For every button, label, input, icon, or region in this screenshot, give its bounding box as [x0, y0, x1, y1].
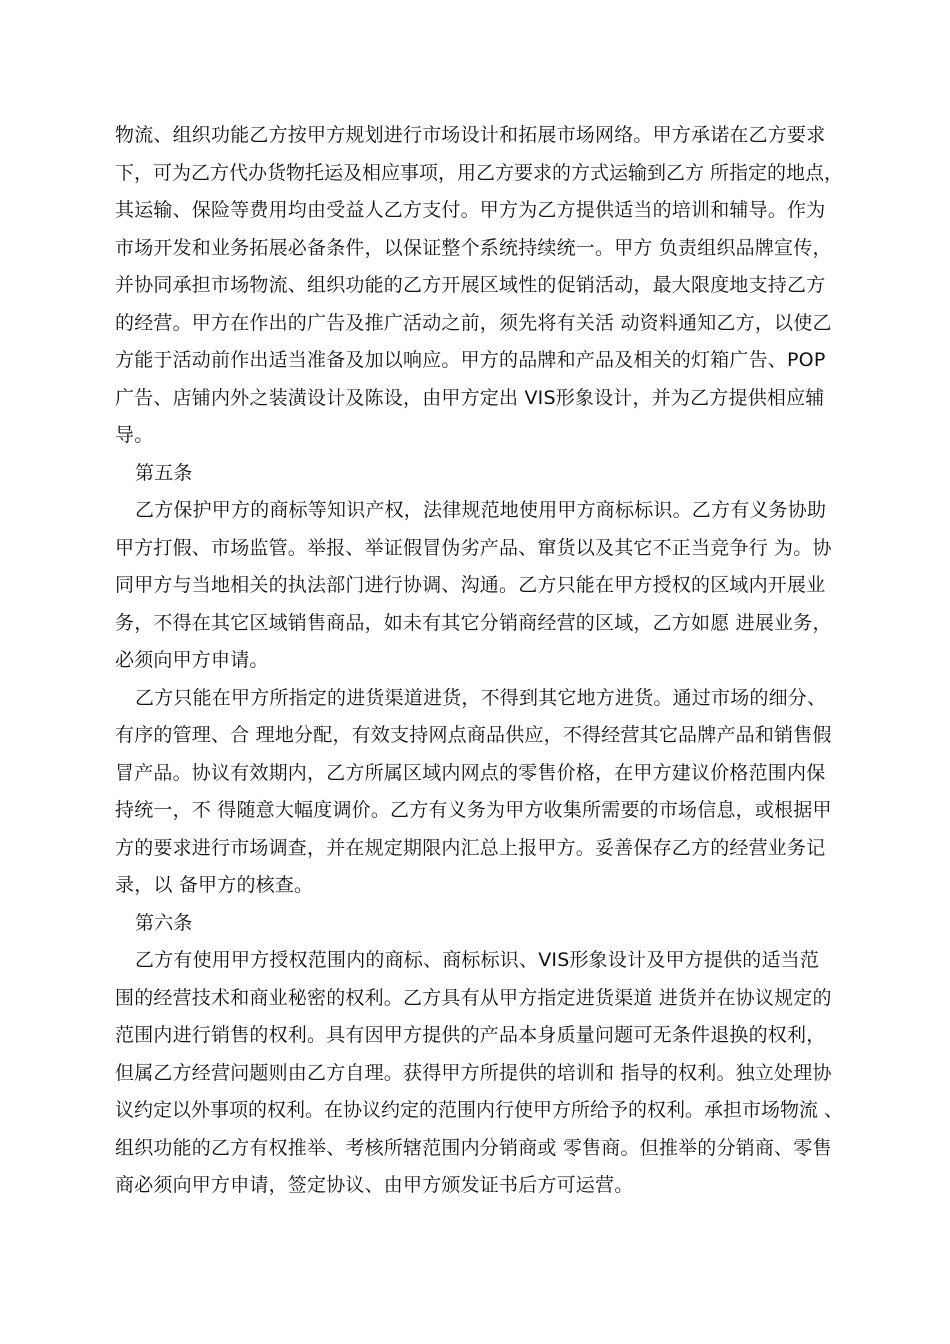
- text-line: 但属乙方经营问题则由乙方自理。获得甲方所提供的培训和 指导的权利。独立处理协: [115, 1061, 832, 1084]
- text-line: 甲方打假、市场监管。举报、举证假冒伪劣产品、窜货以及其它不正当竞争行 为。协: [115, 536, 832, 559]
- text-line: 商必须向甲方申请，签定协议、由甲方颁发证书后方可运营。: [115, 1174, 634, 1196]
- text-line: 其运输、保险等费用均由受益人乙方支付。甲方为乙方提供适当的培训和辅导。作为: [115, 199, 826, 221]
- section-heading: 第六条: [135, 911, 193, 934]
- text-line: 乙方只能在甲方所指定的进货渠道进货，不得到其它地方进货。通过市场的细分、: [135, 686, 827, 709]
- text-line: 必须向甲方申请。: [115, 649, 269, 671]
- text-line: 议约定以外事项的权利。在协议约定的范围内行使甲方所给予的权利。承担市场物流 、: [115, 1099, 844, 1121]
- text-line: 乙方保护甲方的商标等知识产权，法律规范地使用甲方商标标识。乙方有义务协助: [135, 499, 827, 521]
- text-line: 组织功能的乙方有权推举、考核所辖范围内分销商或 零售商。但推举的分销商、零售: [115, 1136, 832, 1159]
- text-line: 有序的管理、合 理地分配，有效支持网点商品供应，不得经营其它品牌产品和销售假: [115, 724, 832, 746]
- text-line: 并协同承担市场物流、组织功能的乙方开展区域性的促销活动，最大限度地支持乙方: [115, 274, 826, 296]
- text-line: 务，不得在其它区域销售商品，如未有其它分销商经营的区域，乙方如愿 进展业务，: [115, 611, 832, 634]
- text-line: 方能于活动前作出适当准备及加以响应。甲方的品牌和产品及相关的灯箱广告、POP: [115, 349, 826, 371]
- text-line: 市场开发和业务拓展必备条件，以保证整个系统持续统一。甲方 负责组织品牌宣传，: [115, 236, 832, 259]
- text-line: 广告、店铺内外之装潢设计及陈设，由甲方定出 VIS形象设计，并为乙方提供相应辅: [115, 386, 825, 409]
- text-line: 下，可为乙方代办货物托运及相应事项，用乙方要求的方式运输到乙方 所指定的地点，: [115, 161, 844, 184]
- section-heading: 第五条: [135, 461, 193, 484]
- text-line: 乙方有使用甲方授权范围内的商标、商标标识、VIS形象设计及甲方提供的适当范: [135, 949, 820, 971]
- text-line: 的经营。甲方在作出的广告及推广活动之前，须先将有关活 动资料通知乙方，以使乙: [115, 311, 832, 334]
- text-line: 物流、组织功能乙方按甲方规划进行市场设计和拓展市场网络。甲方承诺在乙方要求: [115, 124, 826, 146]
- text-line: 冒产品。协议有效期内，乙方所属区域内网点的零售价格，在甲方建议价格范围内保: [115, 761, 826, 784]
- text-line: 同甲方与当地相关的执法部门进行协调、沟通。乙方只能在甲方授权的区域内开展业: [115, 574, 826, 596]
- text-line: 方的要求进行市场调查，并在规定期限内汇总上报甲方。妥善保存乙方的经营业务记: [115, 836, 826, 859]
- text-line: 围的经营技术和商业秘密的权利。乙方具有从甲方指定进货渠道 进货并在协议规定的: [115, 986, 832, 1009]
- text-line: 导。: [115, 424, 154, 446]
- text-line: 持统一，不 得随意大幅度调价。乙方有义务为甲方收集所需要的市场信息，或根据甲: [115, 799, 832, 821]
- text-line: 范围内进行销售的权利。具有因甲方提供的产品本身质量问题可无条件退换的权利，: [115, 1024, 826, 1046]
- document-body: [115, 117, 845, 1205]
- text-line: 录，以 备甲方的核查。: [115, 874, 314, 896]
